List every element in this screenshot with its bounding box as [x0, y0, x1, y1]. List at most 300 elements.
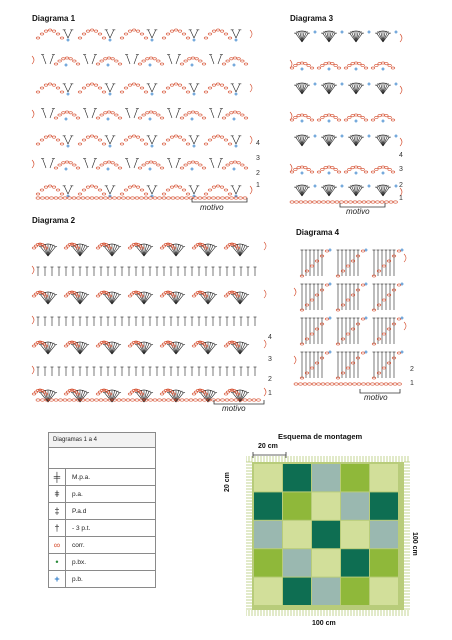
legend-label: corr. [72, 541, 85, 549]
chain-stitch [96, 117, 100, 119]
chain-stitch [40, 139, 44, 141]
diagram-1-title: Diagrama 1 [32, 14, 76, 23]
stitch-mark [236, 30, 240, 38]
chain-stitch [158, 399, 162, 401]
chain-stitch [162, 391, 166, 393]
chain-stitch [353, 383, 357, 385]
chain-stitch [317, 119, 321, 121]
chain-stitch [149, 197, 153, 199]
chain-stitch [326, 383, 330, 385]
chain-stitch [310, 265, 314, 267]
assembly-title: Esquema de montagem [278, 432, 363, 441]
chain-stitch [162, 193, 166, 195]
chain-stitch [117, 197, 121, 199]
chain-stitch [36, 143, 40, 145]
diagram-2-title: Diagrama 2 [32, 216, 76, 225]
stitch-mark [218, 55, 221, 64]
assembly-blanket [246, 456, 410, 616]
chain-stitch [204, 193, 208, 195]
chain-stitch [130, 343, 134, 345]
chain-stitch [361, 284, 365, 286]
chain-stitch [334, 168, 338, 170]
chain-stitch [157, 164, 161, 166]
chain-stitch [216, 135, 220, 137]
chain-stitch [176, 197, 180, 199]
chain-stitch [81, 197, 85, 199]
chain-stitch [362, 383, 366, 385]
chain-stitch [194, 343, 198, 345]
chain-stitch [224, 33, 228, 35]
chain-stitch [322, 201, 326, 203]
chain-stitch [228, 193, 232, 195]
chain-stitch [78, 143, 82, 145]
chain-stitch [182, 33, 186, 35]
chain-stitch [95, 197, 99, 199]
chain-stitch [325, 284, 329, 286]
chain-stitch [111, 112, 115, 114]
chain-stitch [98, 391, 102, 393]
chain-stitch [48, 135, 52, 137]
chain-stitch [144, 37, 148, 39]
turning-chain [250, 136, 252, 144]
chain-stitch [388, 64, 392, 66]
chain-stitch [140, 197, 144, 199]
chain-stitch [346, 265, 350, 267]
chain-stitch [115, 60, 119, 62]
chain-stitch [174, 29, 178, 31]
chain-stitch [78, 37, 82, 39]
chain-stitch [128, 186, 132, 188]
chain-stitch [124, 139, 128, 141]
diagram-4-title: Diagrama 4 [296, 228, 340, 237]
turning-chain [32, 56, 34, 64]
chain-stitch [226, 164, 230, 166]
triple-crochet-icon: ╪ [49, 469, 66, 485]
chain-stitch [104, 197, 108, 199]
chain-stitch [310, 333, 314, 335]
chain-stitch [204, 37, 208, 39]
chain-stitch [391, 67, 395, 69]
turning-chain [264, 388, 266, 396]
chain-stitch [208, 139, 212, 141]
legend-row [49, 469, 155, 486]
chain-stitch [111, 162, 115, 164]
stitch-mark [218, 109, 221, 118]
chain-stitch [66, 245, 70, 247]
turning-chain [32, 160, 34, 168]
chain-stitch [153, 58, 157, 60]
chain-stitch [178, 136, 182, 138]
chain-stitch [222, 167, 226, 169]
stitch-mark [169, 109, 172, 118]
chain-stitch [78, 91, 82, 93]
chain-stitch [188, 58, 192, 60]
chain-stitch [310, 299, 314, 301]
chain-stitch [94, 30, 98, 32]
chain-stitch [228, 37, 232, 39]
chain-stitch [216, 29, 220, 31]
stitch-mark [92, 159, 95, 168]
chain-stitch [371, 383, 375, 385]
chain-stitch [337, 119, 341, 121]
diagram-3-row-2: 2 [399, 182, 403, 189]
stitch-mark [211, 159, 214, 168]
chain-stitch [56, 33, 60, 35]
chain-stitch [391, 119, 395, 121]
chain-stitch [36, 399, 40, 401]
chain-stitch [102, 91, 106, 93]
diagram-2-row-4: 4 [268, 334, 272, 341]
chain-stitch [142, 164, 146, 166]
chain-stitch [96, 167, 100, 169]
chain-stitch [59, 399, 63, 401]
chain-stitch [138, 117, 142, 119]
chain-stitch [208, 33, 212, 35]
stitch-mark [110, 30, 114, 38]
chain-stitch [162, 197, 166, 199]
chain-stitch [68, 197, 72, 199]
chain-stitch [58, 60, 62, 62]
chain-stitch [62, 112, 66, 114]
chain-stitch [230, 162, 234, 164]
chain-stitch [102, 143, 106, 145]
turning-chain [294, 356, 296, 364]
diagram-1-row-2: 2 [256, 170, 260, 177]
diagram-2-row-1: 1 [268, 390, 272, 397]
chain-stitch [375, 383, 379, 385]
chain-stitch [82, 139, 86, 141]
chain-stitch [244, 117, 248, 119]
chain-stitch [202, 167, 206, 169]
stitch-mark [176, 109, 179, 118]
turning-chain [264, 290, 266, 298]
chain-stitch [357, 383, 361, 385]
legend-header: Diagramas 1 a 4 [49, 433, 155, 448]
stitch-mark [176, 55, 179, 64]
chain-stitch [54, 63, 58, 65]
stitch-mark [127, 55, 130, 64]
chain-stitch [307, 116, 311, 118]
chain-stitch [66, 293, 70, 295]
chain-stitch [393, 383, 397, 385]
chain-stitch [226, 343, 230, 345]
chain-stitch [325, 352, 329, 354]
chain-stitch [144, 197, 148, 199]
chain-stitch [140, 87, 144, 89]
diagram-4 [292, 240, 408, 390]
chain-stitch [149, 111, 153, 113]
chain-stitch [86, 399, 90, 401]
chain-stitch [212, 186, 216, 188]
chain-stitch [194, 293, 198, 295]
chain-stitch [124, 87, 128, 89]
chain-stitch [34, 293, 38, 295]
stitch-mark [190, 186, 194, 194]
blanket-square [283, 578, 311, 605]
chain-stitch [290, 201, 294, 203]
chain-stitch [170, 84, 174, 86]
diagram-1 [30, 26, 255, 201]
chain-stitch [94, 84, 98, 86]
chain-stitch [364, 67, 368, 69]
chain-stitch [162, 143, 166, 145]
chain-stitch [178, 186, 182, 188]
chain-stitch [122, 197, 126, 199]
stitch-mark [194, 30, 198, 38]
chain-stitch [364, 119, 368, 121]
chain-stitch [86, 186, 90, 188]
chain-stitch [194, 245, 198, 247]
chain-stitch [146, 58, 150, 60]
chain-stitch [94, 186, 98, 188]
chain-stitch [375, 116, 379, 118]
chain-stitch [224, 87, 228, 89]
chain-stitch [216, 83, 220, 85]
chain-stitch [310, 171, 314, 173]
turning-chain [32, 366, 34, 374]
stitch-mark [110, 84, 114, 92]
chain-stitch [34, 343, 38, 345]
stitch-mark [106, 186, 110, 194]
chain-stitch [90, 197, 94, 199]
chain-stitch [174, 83, 178, 85]
chain-stitch [40, 189, 44, 191]
chain-stitch [384, 383, 388, 385]
turning-chain [294, 288, 296, 296]
blanket-square [341, 492, 369, 519]
blanket-square [370, 578, 398, 605]
blanket-square [312, 578, 340, 605]
stitch-mark [43, 159, 46, 168]
chain-stitch [180, 197, 184, 199]
legend-label: p.b. [72, 575, 83, 583]
chain-stitch [107, 57, 111, 59]
chain-stitch [63, 197, 67, 199]
chain-stitch [191, 57, 195, 59]
chain-stitch [339, 383, 343, 385]
chain-stitch [226, 60, 230, 62]
stitch-legend [48, 432, 156, 588]
blanket-square [283, 521, 311, 548]
treble-crochet-icon: ‡ [49, 503, 66, 519]
blanket-square [370, 492, 398, 519]
chain-stitch [180, 167, 184, 169]
chain-stitch [233, 161, 237, 163]
legend-row [49, 537, 155, 554]
chain-stitch [310, 119, 314, 121]
chain-stitch [68, 399, 72, 401]
chain-stitch [199, 114, 203, 116]
chain-stitch [198, 399, 202, 401]
chain-stitch [126, 197, 130, 199]
chain-stitch [331, 63, 335, 65]
chain-stitch [54, 399, 58, 401]
chain-stitch [149, 57, 153, 59]
chain-stitch [304, 167, 308, 169]
chain-stitch [348, 116, 352, 118]
chain-stitch [86, 84, 90, 86]
blanket-square [341, 521, 369, 548]
chain-stitch [382, 299, 386, 301]
chain-stitch [212, 136, 216, 138]
chain-stitch [90, 135, 94, 137]
chain-stitch [124, 33, 128, 35]
assembly-top-dimension: 20 cm [258, 443, 278, 450]
chain-icon: ∞ [49, 537, 66, 553]
stitch-mark [92, 109, 95, 118]
stitch-mark [64, 84, 68, 92]
chain-stitch [82, 33, 86, 35]
stitch-mark [68, 84, 72, 92]
diagram-2-row-3: 3 [268, 356, 272, 363]
chain-stitch [44, 30, 48, 32]
chain-stitch [180, 117, 184, 119]
stitch-mark [106, 84, 110, 92]
chain-stitch [135, 197, 139, 199]
chain-stitch [66, 343, 70, 345]
chain-stitch [128, 84, 132, 86]
chain-stitch [346, 299, 350, 301]
chain-stitch [166, 189, 170, 191]
diagram-4-motivo-bracket [358, 387, 403, 395]
chain-stitch [330, 383, 334, 385]
blanket-square [341, 578, 369, 605]
turning-chain [250, 84, 252, 92]
turning-chain [32, 266, 34, 274]
stitch-mark [152, 84, 156, 92]
chain-stitch [132, 185, 136, 187]
stitch-mark [218, 159, 221, 168]
chain-stitch [99, 197, 103, 199]
chain-stitch [226, 245, 230, 247]
chain-stitch [228, 143, 232, 145]
chain-stitch [186, 143, 190, 145]
chain-stitch [326, 201, 330, 203]
turning-chain [404, 322, 406, 330]
chain-stitch [226, 114, 230, 116]
chain-stitch [48, 83, 52, 85]
chain-stitch [95, 399, 99, 401]
diagram-4-row-1: 1 [410, 380, 414, 387]
stitch-mark [43, 55, 46, 64]
stitch-mark [236, 186, 240, 194]
stitch-mark [148, 30, 152, 38]
legend-label: P.a.d [72, 507, 87, 515]
chain-stitch [237, 112, 241, 114]
chain-stitch [153, 112, 157, 114]
turning-chain [400, 34, 402, 42]
chain-stitch [321, 168, 325, 170]
chain-stitch [208, 189, 212, 191]
chain-stitch [136, 136, 140, 138]
chain-stitch [146, 162, 150, 164]
chain-stitch [299, 383, 303, 385]
chain-stitch [312, 383, 316, 385]
chain-stitch [398, 383, 402, 385]
diagram-1-row-1: 1 [256, 182, 260, 189]
chain-stitch [385, 115, 389, 117]
chain-stitch [397, 318, 401, 320]
chain-stitch [295, 201, 299, 203]
chain-stitch [157, 114, 161, 116]
chain-stitch [44, 84, 48, 86]
chain-stitch [120, 193, 124, 195]
chain-stitch [36, 193, 40, 195]
chain-stitch [44, 136, 48, 138]
chain-stitch [60, 91, 64, 93]
chain-stitch [166, 87, 170, 89]
chain-stitch [100, 60, 104, 62]
chain-stitch [98, 343, 102, 345]
chain-stitch [69, 162, 73, 164]
blanket-square [370, 521, 398, 548]
turning-chain [250, 186, 252, 194]
chain-stitch [113, 197, 117, 199]
chain-stitch [346, 367, 350, 369]
chain-stitch [361, 116, 365, 118]
stitch-mark [169, 159, 172, 168]
chain-stitch [162, 245, 166, 247]
chain-stitch [233, 57, 237, 59]
single-crochet-icon: + [49, 571, 66, 587]
chain-stitch [220, 84, 224, 86]
chain-stitch [131, 399, 135, 401]
chain-stitch [65, 161, 69, 163]
chain-stitch [185, 197, 189, 199]
assembly-bottom-dimension: 100 cm [312, 620, 336, 627]
chain-stitch [160, 167, 164, 169]
chain-stitch [146, 112, 150, 114]
chain-stitch [76, 167, 80, 169]
stitch-mark [148, 136, 152, 144]
chain-stitch [132, 83, 136, 85]
chain-stitch [212, 30, 216, 32]
stitch-mark [68, 136, 72, 144]
chain-stitch [69, 112, 73, 114]
chain-stitch [124, 189, 128, 191]
chain-stitch [346, 333, 350, 335]
double-crochet-icon: ǂ [49, 486, 66, 502]
chain-stitch [226, 391, 230, 393]
chain-stitch [307, 64, 311, 66]
chain-stitch [170, 186, 174, 188]
legend-label: M.p.a. [72, 473, 91, 481]
diagram-3-row-4: 4 [399, 152, 403, 159]
chain-stitch [186, 193, 190, 195]
chain-stitch [191, 111, 195, 113]
chain-stitch [52, 186, 56, 188]
slip-stitch-icon: • [49, 554, 66, 570]
chain-stitch [202, 63, 206, 65]
stitch-mark [190, 136, 194, 144]
chain-stitch [50, 399, 54, 401]
chain-stitch [194, 391, 198, 393]
chain-stitch [361, 318, 365, 320]
chain-stitch [115, 164, 119, 166]
diagram-3 [288, 26, 406, 206]
chain-stitch [382, 265, 386, 267]
chain-stitch [73, 164, 77, 166]
chain-stitch [394, 201, 398, 203]
chain-stitch [317, 67, 321, 69]
chain-stitch [102, 37, 106, 39]
diagram-2 [30, 228, 270, 403]
chain-stitch [321, 64, 325, 66]
chain-stitch [153, 197, 157, 199]
chain-stitch [82, 189, 86, 191]
diagram-1-row-3: 3 [256, 155, 260, 162]
chain-stitch [180, 399, 184, 401]
